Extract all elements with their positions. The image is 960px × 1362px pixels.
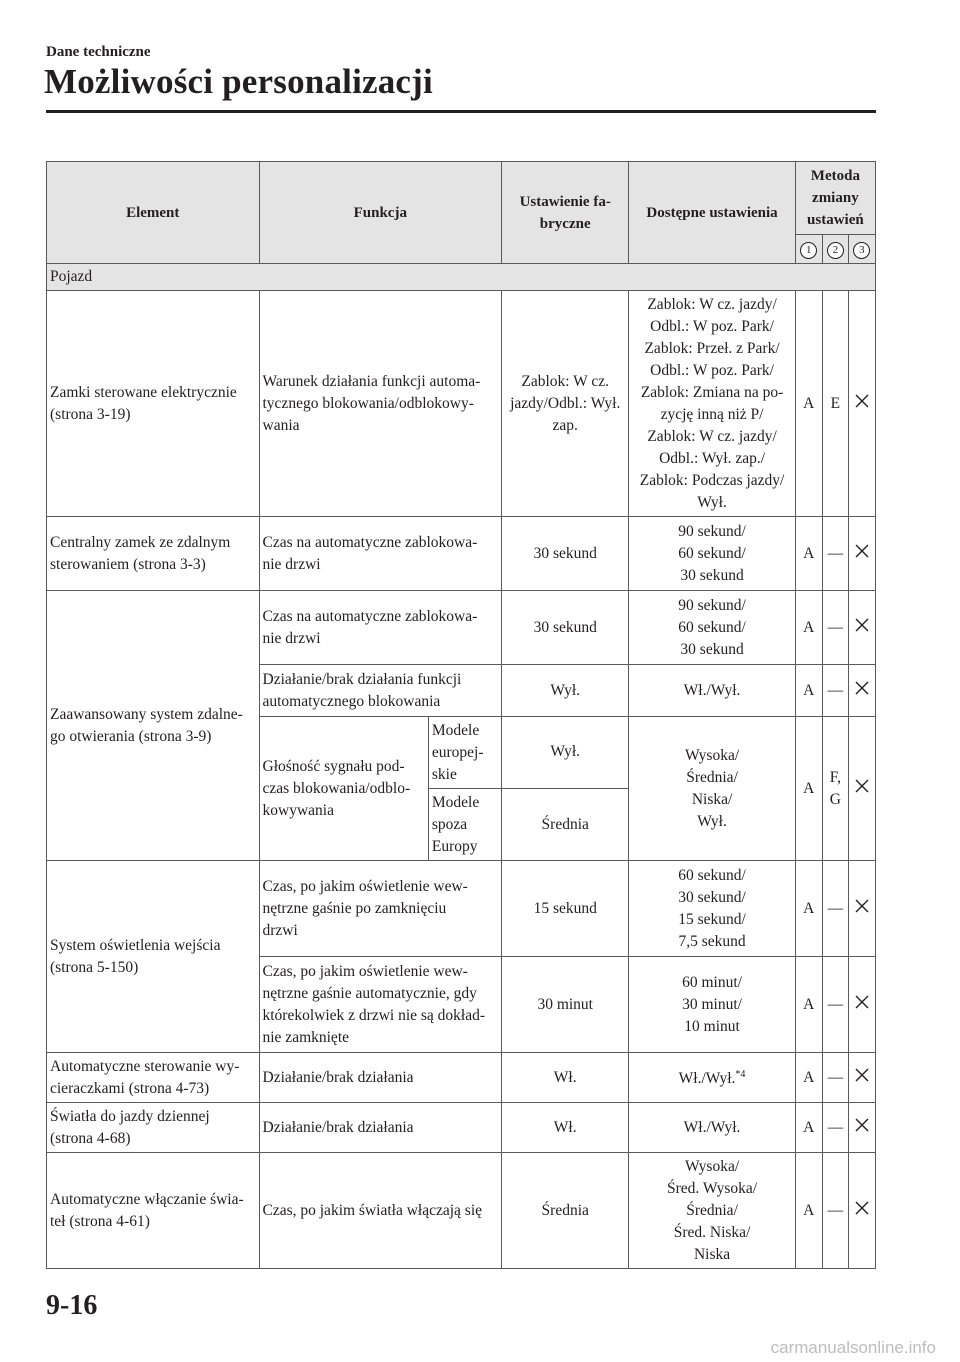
- method-2-cell: —: [822, 517, 848, 591]
- element-cell: System oświetlenia wejścia (strona 5-150): [47, 861, 260, 1053]
- table-row: [47, 1103, 876, 1153]
- table-row: [47, 1153, 876, 1269]
- page-title: Możliwości personalizacji: [44, 62, 433, 101]
- method-3-cell: [848, 1103, 875, 1153]
- factory-cell: Wył.: [502, 717, 629, 789]
- function-cell: Warunek działania funkcji automa- tycznego blokowania/odblokowy- wania: [259, 291, 502, 517]
- method-2-cell: E: [822, 291, 848, 517]
- factory-cell: Średnia: [502, 789, 629, 861]
- available-value: Wł./Wył.: [678, 1070, 736, 1088]
- method-3-cell: [848, 1153, 875, 1269]
- method-2-cell: F, G: [822, 717, 848, 861]
- method-1-cell: A: [795, 861, 822, 957]
- section-title: Pojazd: [47, 264, 876, 291]
- available-cell: Wysoka/ Śred. Wysoka/ Średnia/ Śred. Niska/ Niska: [629, 1153, 795, 1269]
- model-cell: Modele europej- skie: [428, 717, 501, 789]
- cross-icon: [855, 899, 869, 913]
- cross-icon: [855, 618, 869, 632]
- customization-table: [46, 161, 876, 1269]
- function-cell: Czas, po jakim oświetlenie wew- nętrzne gaśnie po zamknięciu drzwi: [259, 861, 502, 957]
- method-3-cell: [848, 517, 875, 591]
- table-row: [47, 291, 876, 517]
- section-row: [47, 264, 876, 291]
- cross-icon: [855, 1068, 869, 1082]
- method-1-cell: A: [795, 665, 822, 717]
- table-header-row: [47, 162, 876, 235]
- function-cell: Czas, po jakim oświetlenie wew- nętrzne gaśnie automatycznie, gdy którekolwiek z drzwi nie są dokład- nie zamknięte: [259, 957, 502, 1053]
- factory-cell: Średnia: [502, 1153, 629, 1269]
- cross-icon: [855, 681, 869, 695]
- method-3-cell: [848, 1053, 875, 1103]
- available-cell: Wysoka/ Średnia/ Niska/ Wył.: [629, 717, 795, 861]
- method-1-cell: A: [795, 717, 822, 861]
- available-cell: 60 minut/ 30 minut/ 10 minut: [629, 957, 795, 1053]
- method-1-cell: A: [795, 591, 822, 665]
- method-2-cell: —: [822, 591, 848, 665]
- header-available-settings: Dostępne ustawienia: [629, 162, 795, 264]
- cross-icon: [855, 1201, 869, 1215]
- available-cell: [629, 1053, 795, 1103]
- model-cell: Modele spoza Europy: [428, 789, 501, 861]
- method-3-cell: [848, 291, 875, 517]
- factory-cell: Wył.: [502, 665, 629, 717]
- method-2-cell: —: [822, 1053, 848, 1103]
- element-cell: Centralny zamek ze zdalnym sterowaniem (strona 3-3): [47, 517, 260, 591]
- method-1-cell: A: [795, 1053, 822, 1103]
- table-row: [47, 1053, 876, 1103]
- header-funkcja: Funkcja: [259, 162, 502, 264]
- method-1-cell: A: [795, 1153, 822, 1269]
- page-number: 9-16: [46, 1290, 98, 1321]
- method-2-cell: —: [822, 1153, 848, 1269]
- factory-cell: Zablok: W cz. jazdy/Odbl.: Wył. zap.: [502, 291, 629, 517]
- table-row: [47, 861, 876, 957]
- available-cell: 90 sekund/ 60 sekund/ 30 sekund: [629, 591, 795, 665]
- factory-cell: 30 minut: [502, 957, 629, 1053]
- cross-icon: [855, 779, 869, 793]
- element-cell: Zaawansowany system zdalne- go otwierania (strona 3-9): [47, 591, 260, 861]
- method-2-icon: 2: [827, 242, 844, 259]
- available-cell: Wł./Wył.: [629, 1103, 795, 1153]
- header-element: Element: [47, 162, 260, 264]
- function-cell: Czas, po jakim światła włączają się: [259, 1153, 502, 1269]
- factory-cell: 15 sekund: [502, 861, 629, 957]
- cross-icon: [855, 394, 869, 408]
- method-3-cell: [848, 591, 875, 665]
- available-cell: Zablok: W cz. jazdy/ Odbl.: W poz. Park/ Zablok: Przeł. z Park/ Odbl.: W poz. Park/ Zablok: Zmiana na po- zycję inną niż P/ Zablok: W cz. jazdy/ Odbl.: Wył. zap./ Zablok: Podczas jazdy/ Wył.: [629, 291, 795, 517]
- available-cell: 60 sekund/ 30 sekund/ 15 sekund/ 7,5 sekund: [629, 861, 795, 957]
- method-1-cell: A: [795, 517, 822, 591]
- factory-cell: Wł.: [502, 1053, 629, 1103]
- available-cell: 90 sekund/ 60 sekund/ 30 sekund: [629, 517, 795, 591]
- cross-icon: [855, 1118, 869, 1132]
- available-cell: Wł./Wył.: [629, 665, 795, 717]
- watermark: carmanualsonline.info: [770, 1338, 936, 1357]
- table-row: [47, 591, 876, 665]
- factory-cell: 30 sekund: [502, 517, 629, 591]
- factory-cell: Wł.: [502, 1103, 629, 1153]
- table-row: [47, 517, 876, 591]
- method-3-cell: [848, 957, 875, 1053]
- method-3-icon: 3: [853, 242, 870, 259]
- method-2-cell: —: [822, 861, 848, 957]
- method-1-cell: A: [795, 957, 822, 1053]
- element-cell: Automatyczne sterowanie wy- cieraczkami (strona 4-73): [47, 1053, 260, 1103]
- method-3-cell: [848, 665, 875, 717]
- method-3-cell: [848, 717, 875, 861]
- title-rule: [46, 110, 876, 113]
- function-cell: Działanie/brak działania: [259, 1053, 502, 1103]
- element-cell: Automatyczne włączanie świa- teł (strona 4-61): [47, 1153, 260, 1269]
- element-cell: Zamki sterowane elektrycznie (strona 3-19): [47, 291, 260, 517]
- header-method: Metoda zmiany ustawień: [795, 162, 875, 235]
- cross-icon: [855, 544, 869, 558]
- footnote-marker: *4: [735, 1069, 746, 1081]
- method-1-cell: A: [795, 1103, 822, 1153]
- cross-icon: [855, 995, 869, 1009]
- method-2-cell: —: [822, 1103, 848, 1153]
- method-2-cell: —: [822, 665, 848, 717]
- factory-cell: 30 sekund: [502, 591, 629, 665]
- method-1-icon: 1: [800, 242, 817, 259]
- method-3-cell: [848, 861, 875, 957]
- method-1-cell: A: [795, 291, 822, 517]
- section-label: Dane techniczne: [46, 44, 151, 60]
- method-2-cell: —: [822, 957, 848, 1053]
- function-cell: Działanie/brak działania funkcji automatycznego blokowania: [259, 665, 502, 717]
- function-cell: Działanie/brak działania: [259, 1103, 502, 1153]
- element-cell: Światła do jazdy dziennej (strona 4-68): [47, 1103, 260, 1153]
- header-factory-setting: Ustawienie fa- bryczne: [502, 162, 629, 264]
- function-cell: Głośność sygnału pod- czas blokowania/odblo- kowywania: [259, 717, 428, 861]
- function-cell: Czas na automatyczne zablokowa- nie drzwi: [259, 591, 502, 665]
- function-cell: Czas na automatyczne zablokowa- nie drzwi: [259, 517, 502, 591]
